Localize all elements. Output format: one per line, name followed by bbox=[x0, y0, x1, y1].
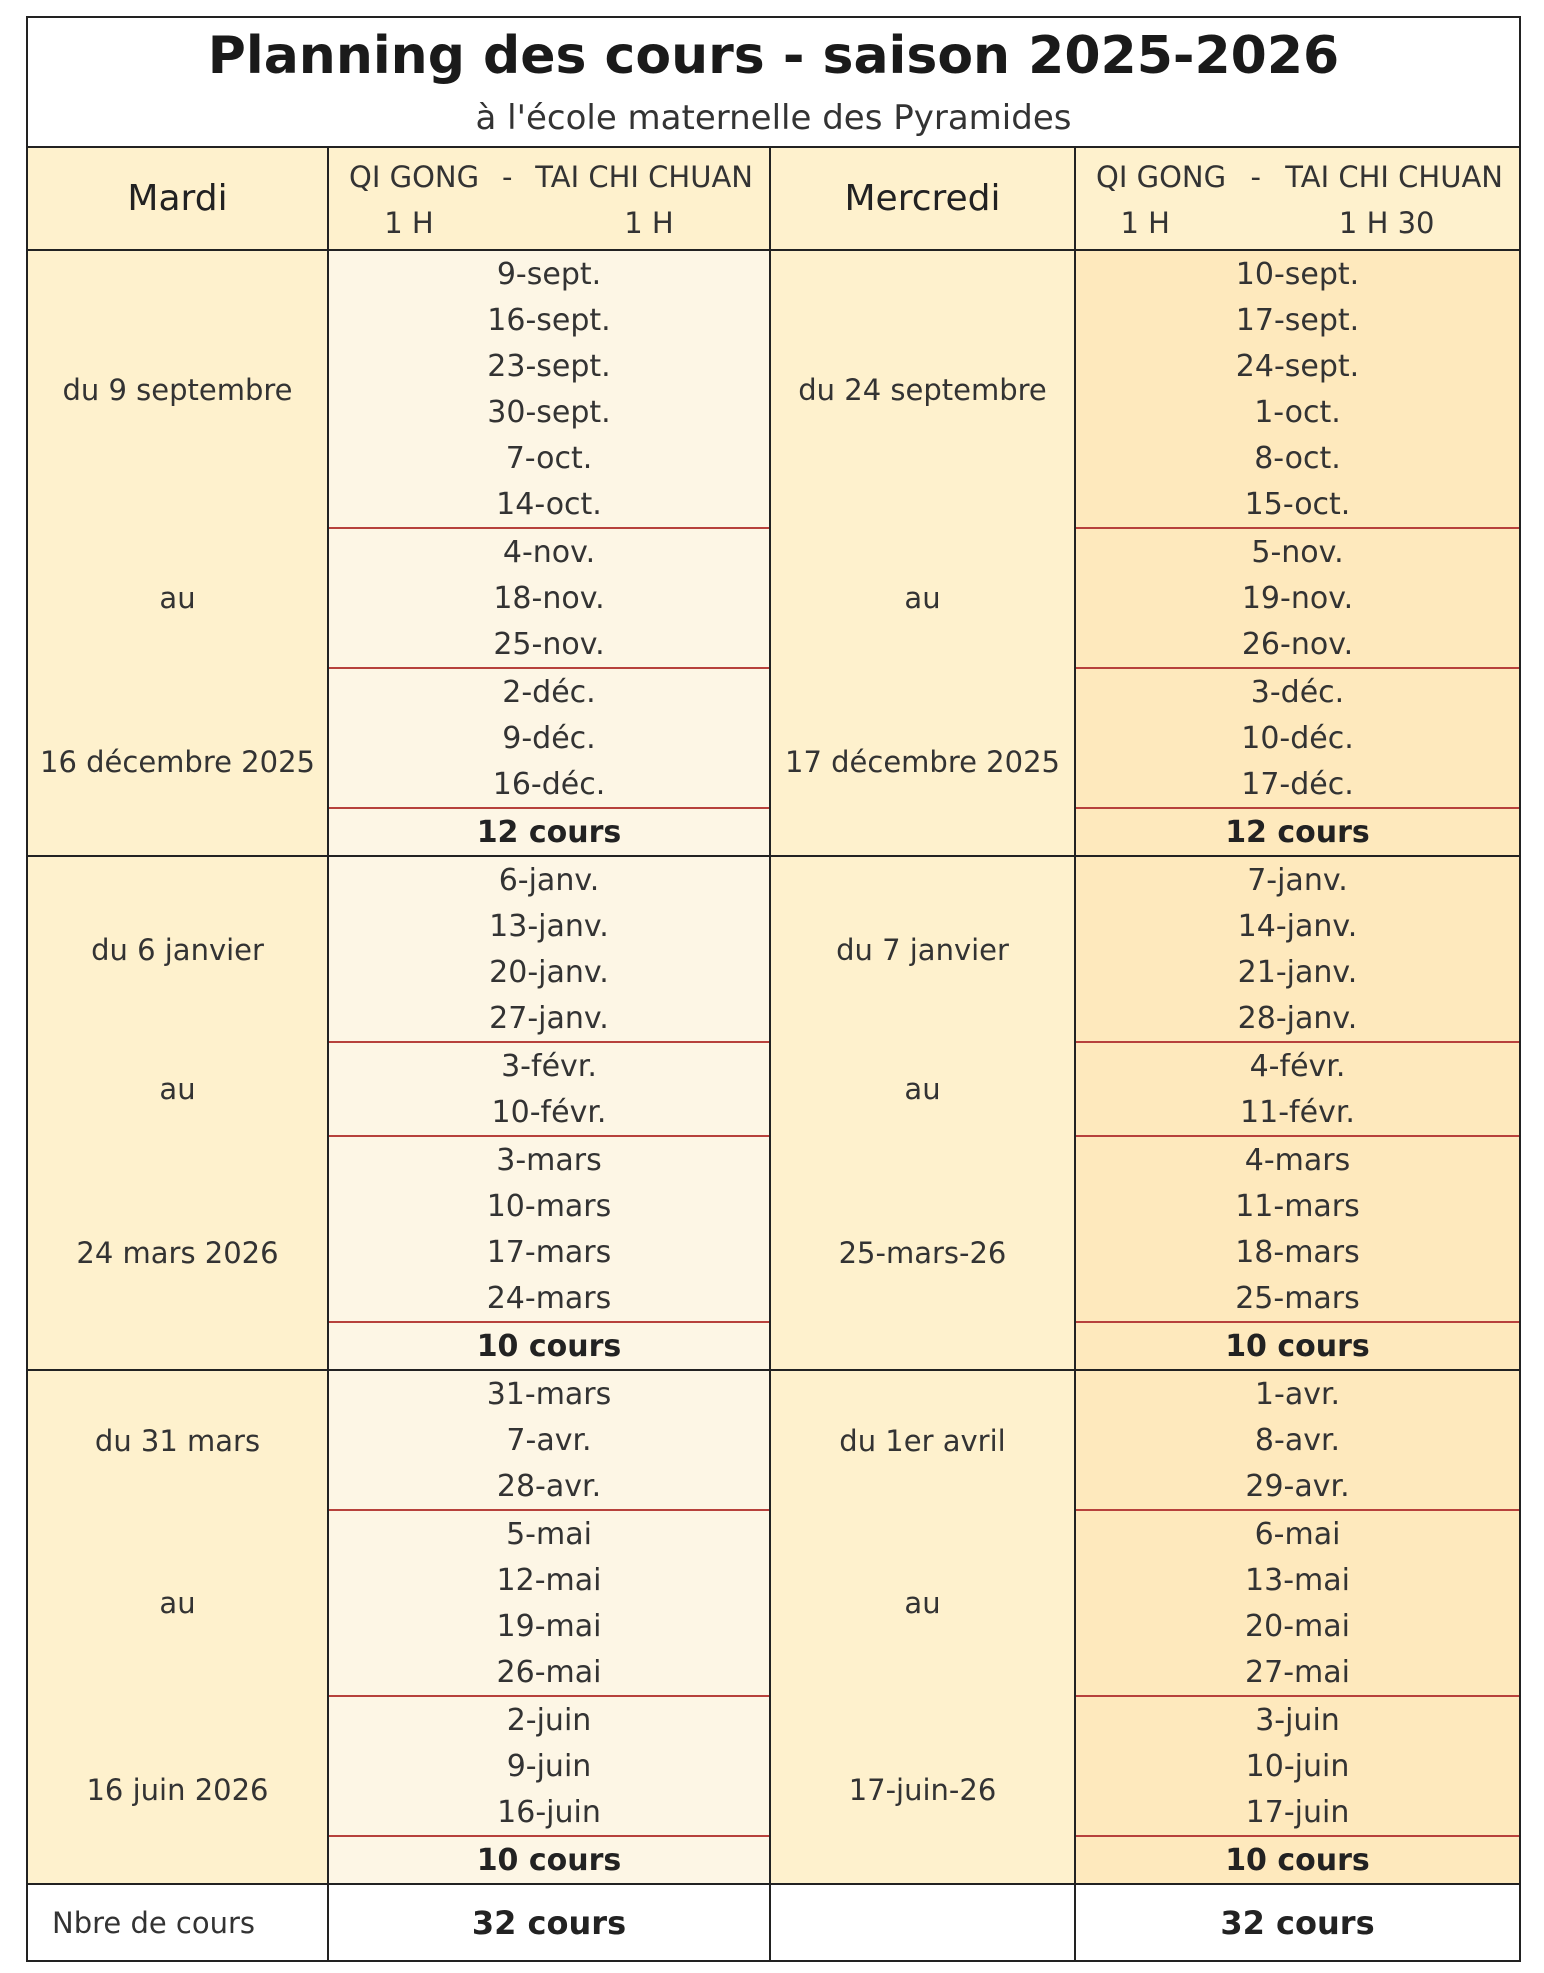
wednesday-session-date: 4-mars bbox=[1075, 1136, 1519, 1183]
tuesday-session-date: 31-mars bbox=[328, 1370, 770, 1417]
tuesday-session-date: 3-mars bbox=[328, 1136, 770, 1183]
tuesday-session-date: 17-mars bbox=[328, 1229, 770, 1275]
wednesday-session-date: 19-nov. bbox=[1075, 575, 1519, 621]
tuesday-period-total: 10 cours bbox=[328, 1322, 770, 1370]
wednesday-session-date: 21-janv. bbox=[1075, 949, 1519, 995]
wednesday-period-range: du 7 janvier bbox=[770, 856, 1075, 1042]
tuesday-period-range: au bbox=[28, 528, 328, 668]
wednesday-session-date: 17-déc. bbox=[1075, 761, 1519, 808]
tuesday-activity-qigong: QI GONG bbox=[349, 159, 480, 194]
footer-empty-cell bbox=[770, 1884, 1075, 1960]
wednesday-season-total: 32 cours bbox=[1075, 1884, 1519, 1960]
wednesday-session-date: 4-févr. bbox=[1075, 1042, 1519, 1089]
wednesday-period-range: 17 décembre 2025 bbox=[770, 668, 1075, 856]
date-row bbox=[28, 1370, 1519, 1417]
tuesday-label: Mardi bbox=[127, 178, 228, 219]
tuesday-session-date: 6-janv. bbox=[328, 856, 770, 903]
wednesday-period-total: 10 cours bbox=[1075, 1836, 1519, 1884]
wednesday-period-total: 12 cours bbox=[1075, 808, 1519, 856]
tuesday-session-date: 23-sept. bbox=[328, 343, 770, 389]
tuesday-session-date: 7-oct. bbox=[328, 435, 770, 481]
tuesday-session-date: 19-mai bbox=[328, 1603, 770, 1649]
wednesday-session-date: 11-févr. bbox=[1075, 1089, 1519, 1136]
header-row bbox=[28, 148, 1519, 250]
tuesday-session-date: 2-juin bbox=[328, 1696, 770, 1743]
footer-label: Nbre de cours bbox=[28, 1884, 328, 1960]
schedule-sheet bbox=[26, 16, 1521, 1962]
date-row bbox=[28, 1510, 1519, 1557]
wednesday-session-date: 10-juin bbox=[1075, 1743, 1519, 1789]
tuesday-period-range: au bbox=[28, 1510, 328, 1696]
date-row bbox=[28, 1136, 1519, 1183]
wednesday-session-date: 25-mars bbox=[1075, 1275, 1519, 1322]
wednesday-session-date: 8-oct. bbox=[1075, 435, 1519, 481]
tuesday-session-date: 14-oct. bbox=[328, 481, 770, 528]
date-row bbox=[28, 856, 1519, 903]
wednesday-session-date: 11-mars bbox=[1075, 1183, 1519, 1229]
page-subtitle: à l'école maternelle des Pyramides bbox=[475, 98, 1072, 138]
schedule-body bbox=[28, 148, 1519, 1960]
date-row bbox=[28, 528, 1519, 575]
tuesday-session-date: 2-déc. bbox=[328, 668, 770, 715]
tuesday-duration-taichi: 1 H bbox=[624, 205, 674, 240]
wednesday-session-date: 5-nov. bbox=[1075, 528, 1519, 575]
wednesday-session-date: 24-sept. bbox=[1075, 343, 1519, 389]
tuesday-period-range: 24 mars 2026 bbox=[28, 1136, 328, 1370]
tuesday-session-date: 24-mars bbox=[328, 1275, 770, 1322]
title-block bbox=[28, 18, 1519, 148]
wednesday-activity-separator: - bbox=[1250, 159, 1261, 194]
tuesday-session-date: 20-janv. bbox=[328, 949, 770, 995]
wednesday-session-date: 26-nov. bbox=[1075, 621, 1519, 668]
date-row bbox=[28, 668, 1519, 715]
wednesday-period-range: au bbox=[770, 528, 1075, 668]
tuesday-period-total: 10 cours bbox=[328, 1836, 770, 1884]
wednesday-session-date: 14-janv. bbox=[1075, 903, 1519, 949]
wednesday-header bbox=[770, 148, 1075, 250]
tuesday-season-total: 32 cours bbox=[328, 1884, 770, 1960]
wednesday-session-date: 29-avr. bbox=[1075, 1463, 1519, 1510]
wednesday-period-range: 25-mars-26 bbox=[770, 1136, 1075, 1370]
tuesday-session-date: 18-nov. bbox=[328, 575, 770, 621]
tuesday-session-date: 16-déc. bbox=[328, 761, 770, 808]
wednesday-duration-taichi: 1 H 30 bbox=[1338, 205, 1435, 240]
wednesday-session-date: 13-mai bbox=[1075, 1557, 1519, 1603]
tuesday-period-range: au bbox=[28, 1042, 328, 1136]
tuesday-header bbox=[28, 148, 328, 250]
wednesday-period-range: du 24 septembre bbox=[770, 250, 1075, 528]
wednesday-session-date: 18-mars bbox=[1075, 1229, 1519, 1275]
tuesday-period-range: 16 décembre 2025 bbox=[28, 668, 328, 856]
tuesday-period-range: 16 juin 2026 bbox=[28, 1696, 328, 1884]
tuesday-session-date: 26-mai bbox=[328, 1649, 770, 1696]
tuesday-duration-qigong: 1 H bbox=[384, 205, 434, 240]
wednesday-session-date: 17-sept. bbox=[1075, 297, 1519, 343]
tuesday-session-date: 13-janv. bbox=[328, 903, 770, 949]
tuesday-session-date: 12-mai bbox=[328, 1557, 770, 1603]
tuesday-session-date: 9-juin bbox=[328, 1743, 770, 1789]
wednesday-session-date: 10-sept. bbox=[1075, 250, 1519, 297]
tuesday-session-date: 9-déc. bbox=[328, 715, 770, 761]
tuesday-session-date: 5-mai bbox=[328, 1510, 770, 1557]
tuesday-session-date: 7-avr. bbox=[328, 1417, 770, 1463]
tuesday-activity-header bbox=[328, 148, 770, 250]
date-row bbox=[28, 1042, 1519, 1089]
tuesday-period-range: du 6 janvier bbox=[28, 856, 328, 1042]
wednesday-session-date: 28-janv. bbox=[1075, 995, 1519, 1042]
wednesday-session-date: 6-mai bbox=[1075, 1510, 1519, 1557]
tuesday-session-date: 16-juin bbox=[328, 1789, 770, 1836]
wednesday-session-date: 15-oct. bbox=[1075, 481, 1519, 528]
wednesday-session-date: 3-juin bbox=[1075, 1696, 1519, 1743]
wednesday-session-date: 7-janv. bbox=[1075, 856, 1519, 903]
wednesday-session-date: 8-avr. bbox=[1075, 1417, 1519, 1463]
wednesday-session-date: 1-avr. bbox=[1075, 1370, 1519, 1417]
wednesday-label: Mercredi bbox=[844, 178, 1001, 219]
wednesday-period-range: au bbox=[770, 1042, 1075, 1136]
tuesday-period-total: 12 cours bbox=[328, 808, 770, 856]
tuesday-session-date: 16-sept. bbox=[328, 297, 770, 343]
wednesday-period-total: 10 cours bbox=[1075, 1322, 1519, 1370]
date-row bbox=[28, 1696, 1519, 1743]
schedule-table bbox=[28, 148, 1519, 1960]
tuesday-session-date: 3-févr. bbox=[328, 1042, 770, 1089]
wednesday-period-range: 17-juin-26 bbox=[770, 1696, 1075, 1884]
tuesday-period-range: du 31 mars bbox=[28, 1370, 328, 1510]
wednesday-period-range: du 1er avril bbox=[770, 1370, 1075, 1510]
tuesday-activity-taichi: TAI CHI CHUAN bbox=[535, 159, 753, 194]
wednesday-duration-qigong: 1 H bbox=[1120, 205, 1170, 240]
tuesday-period-range: du 9 septembre bbox=[28, 250, 328, 528]
wednesday-session-date: 3-déc. bbox=[1075, 668, 1519, 715]
tuesday-activity-separator: - bbox=[501, 159, 513, 194]
wednesday-session-date: 1-oct. bbox=[1075, 389, 1519, 435]
wednesday-session-date: 10-déc. bbox=[1075, 715, 1519, 761]
tuesday-session-date: 28-avr. bbox=[328, 1463, 770, 1510]
tuesday-session-date: 4-nov. bbox=[328, 528, 770, 575]
wednesday-activity-qigong: QI GONG bbox=[1096, 159, 1227, 194]
tuesday-session-date: 10-févr. bbox=[328, 1089, 770, 1136]
wednesday-period-range: au bbox=[770, 1510, 1075, 1696]
wednesday-session-date: 20-mai bbox=[1075, 1603, 1519, 1649]
tuesday-session-date: 25-nov. bbox=[328, 621, 770, 668]
page-title: Planning des cours - saison 2025-2026 bbox=[207, 26, 1340, 86]
tuesday-session-date: 27-janv. bbox=[328, 995, 770, 1042]
date-row bbox=[28, 250, 1519, 297]
tuesday-session-date: 10-mars bbox=[328, 1183, 770, 1229]
tuesday-session-date: 30-sept. bbox=[328, 389, 770, 435]
tuesday-session-date: 9-sept. bbox=[328, 250, 770, 297]
wednesday-session-date: 27-mai bbox=[1075, 1649, 1519, 1696]
wednesday-activity-taichi: TAI CHI CHUAN bbox=[1285, 159, 1503, 194]
wednesday-session-date: 17-juin bbox=[1075, 1789, 1519, 1836]
wednesday-activity-header bbox=[1075, 148, 1519, 250]
footer-row bbox=[28, 1884, 1519, 1960]
